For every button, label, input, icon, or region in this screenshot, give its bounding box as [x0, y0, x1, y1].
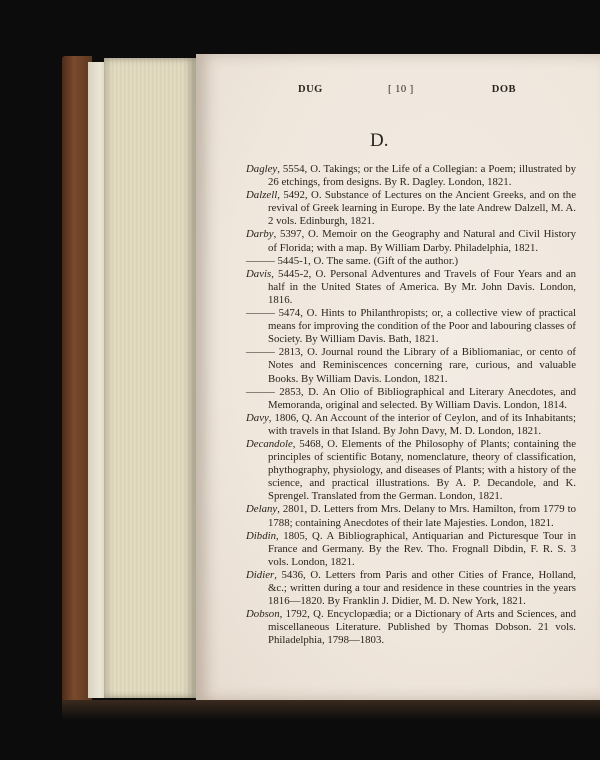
entry-author: Dagley [246, 163, 278, 175]
header-left: DUG [298, 84, 323, 95]
entry-text: 5445-1, O. The same. (Gift of the author.) [274, 254, 459, 267]
catalog-entry [246, 503, 576, 529]
running-header [298, 84, 518, 98]
page-number: [ 10 ] [388, 84, 414, 95]
entry-author: Delany [246, 503, 278, 516]
bottom-shadow [62, 700, 600, 720]
entry-author: Davis [246, 267, 272, 280]
entry-author: Dalzell [246, 189, 278, 202]
entry-author: ——— [246, 254, 275, 267]
entry-author: Didier [246, 568, 275, 581]
entry-author: ——— [246, 385, 275, 398]
header-right: DOB [491, 84, 516, 95]
entry-text: , 5554, O. Takings; or the Life of a Collegian: a Poem; illustrated by 26 etchings, from designs. By R. Dagley. London, 1821. [268, 163, 576, 189]
entry-author: ——— [246, 346, 275, 359]
entry-text: , 5397, O. Memoir on the Geography and Natural and Civil History of Florida; with a map. By William Darby. Philadelphia, 1821. [268, 228, 576, 254]
catalog-entry [246, 189, 576, 228]
catalog-entry [246, 386, 576, 412]
entry-text: , 1805, Q. A Bibliographical, Antiquarian and Picturesque Tour in France and Germany. By the Rev. Tho. Frognall Dibdin, F. R. S. 3 vols. London, 1821. [268, 529, 576, 568]
entry-text: , 5436, O. Letters from Paris and other Cities of France, Holland, &c.; written during a tour and residence in these countries in the years 1816—1820. By Franklin J. Didier, M. D. New York, 1821. [268, 568, 576, 608]
catalog-entry [246, 412, 576, 438]
entry-text: , 2801, D. Letters from Mrs. Delany to Mrs. Hamilton, from 1779 to 1788; containing Anecdotes of their late Majesties. London, 1821. [268, 503, 576, 529]
catalog-entry [246, 163, 576, 189]
catalog-entry [246, 569, 576, 608]
entry-text: 5474, O. Hints to Philanthropists; or, a collective view of practical means for improving the condition of the Poor and labouring classes of Society. By William Davis. Bath, 1821. [268, 307, 576, 346]
entry-text: 2813, O. Journal round the Library of a Bibliomaniac, or cento of Notes and Reminiscences concerning rare, curious, and valuable Books. By William Davis. London, 1821. [268, 346, 576, 385]
catalog-entries [246, 163, 576, 647]
catalog-entry [246, 530, 576, 569]
entry-text: , 1806, Q. An Account of the interior of Ceylon, and of its Inhabitants; with travels in that Island. By John Davy, M. D. London, 1821. [268, 411, 576, 437]
section-letter: D. [370, 130, 389, 151]
entry-text: , 5492, O. Substance of Lectures on the Ancient Greeks, and on the revival of Greek learning in Europe. By the late Andrew Dalzell, M. A. 2 vols. Edinburgh, 1821. [268, 189, 576, 228]
entry-text: 2853, D. An Olio of Bibliographical and Literary Anecdotes, and Memoranda, original and selected. By William Davis. London, 1814. [268, 385, 576, 411]
entry-author: Dibdin [246, 529, 276, 542]
catalog-entry [246, 608, 576, 647]
entry-author: Davy [246, 411, 269, 424]
entry-text: , 5468, O. Elements of the Philosophy of Plants; containing the principles of scientific Botany, nomenclature, theory of classification, phythography, physiology, and diseases of Plants; with a history of the science, and practical illustrations. By A. P. Decandole, and K. Sprengel. Translated from the German. London, 1821. [268, 437, 576, 503]
entry-author: Decandole [246, 437, 293, 450]
catalog-entry [246, 438, 576, 503]
entry-author: Dobson [246, 608, 280, 621]
catalog-entry [246, 346, 576, 385]
entry-text: , 5445-2, O. Personal Adventures and Travels of Four Years and an half in the United States of America. By Mr. John Davis. London, 1816. [268, 267, 576, 306]
catalog-entry [246, 255, 576, 268]
entry-author: ——— [246, 307, 275, 320]
entry-text: , 1792, Q. Encyclopædia; or a Dictionary of Arts and Sciences, and miscellaneous Literature. Published by Thomas Dobson. 21 vols. Philadelphia, 1798—1803. [268, 608, 576, 647]
catalog-entry [246, 268, 576, 307]
entry-author: Darby [246, 228, 274, 241]
catalog-entry [246, 228, 576, 254]
page-edges [104, 58, 196, 698]
catalog-entry [246, 307, 576, 346]
